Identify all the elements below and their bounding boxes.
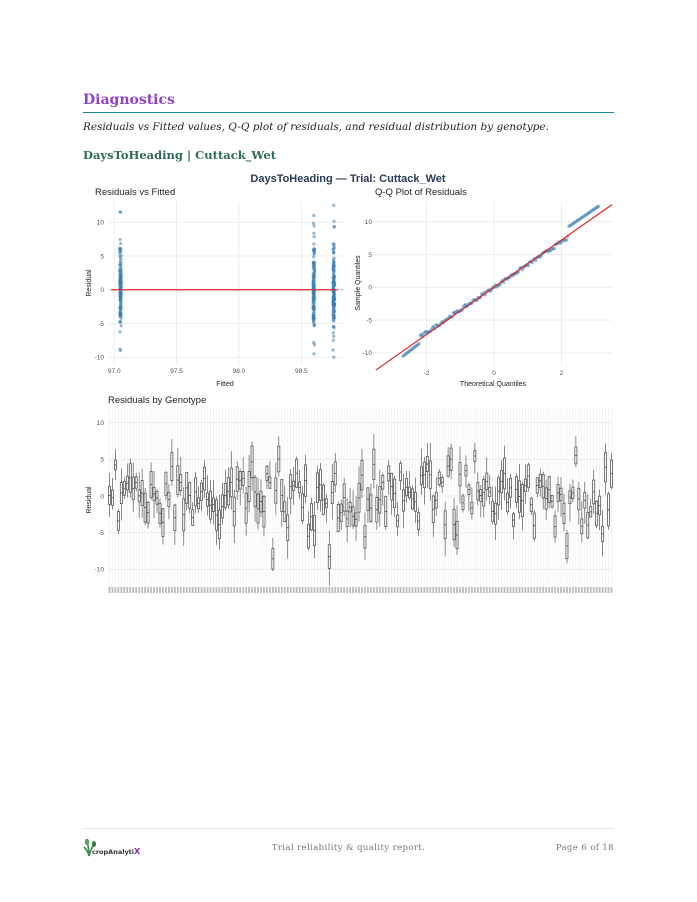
genotype-tick-label	[150, 587, 152, 593]
logo-wordmark: cropAnalyti	[92, 848, 135, 856]
genotype-tick-label	[204, 587, 206, 593]
genotype-tick-label	[501, 587, 503, 593]
resid-fitted-point	[119, 273, 122, 276]
resid-fitted-point	[312, 281, 315, 284]
resid-fitted-point	[119, 349, 122, 352]
genotype-tick-label	[522, 587, 524, 593]
genotype-tick-label	[180, 587, 182, 593]
genotype-tick-label	[257, 587, 259, 593]
genotype-tick-label	[432, 587, 434, 593]
genotype-tick-label	[379, 587, 381, 593]
genotype-tick-label	[251, 587, 253, 593]
genotype-tick-label	[305, 587, 307, 593]
genotype-tick-label	[581, 587, 583, 593]
genotype-tick-label	[593, 587, 595, 593]
qq-xtick-label: 0	[492, 370, 496, 377]
resid-fitted-point	[118, 254, 121, 257]
genotype-tick-label	[536, 587, 538, 593]
genotype-tick-label	[480, 587, 482, 593]
genotype-tick-label	[346, 587, 348, 593]
resid-fitted-point	[332, 300, 335, 303]
genotype-tick-label	[394, 587, 396, 593]
genotype-tick-label	[391, 587, 393, 593]
genotype-tick-label	[296, 587, 298, 593]
genotype-tick-label	[355, 587, 357, 593]
genotype-tick-label	[141, 587, 143, 593]
resid-fitted-point	[332, 273, 335, 276]
resid-fitted-point	[331, 303, 334, 306]
resid-fitted-point	[312, 317, 315, 320]
genotype-tick-label	[426, 587, 428, 593]
genotype-tick-label	[504, 587, 506, 593]
genotype-tick-label	[233, 587, 235, 593]
genotype-tick-label	[456, 587, 458, 593]
genotype-tick-label	[115, 587, 117, 593]
genotype-tick-label	[471, 587, 473, 593]
genotype-tick-label	[557, 587, 559, 593]
genotype-tick-label	[611, 587, 613, 593]
resid-fitted-point	[119, 242, 122, 245]
resid-fitted-point	[313, 324, 316, 327]
genotype-tick-label	[118, 587, 120, 593]
resid-fitted-point	[313, 268, 316, 271]
genotype-tick-label	[409, 587, 411, 593]
resid-fitted-point	[312, 249, 315, 252]
resid-fitted-point	[312, 291, 315, 294]
genotype-tick-label	[183, 587, 185, 593]
resid-fitted-point	[119, 307, 122, 310]
resid-fitted-point	[333, 225, 336, 228]
resid-fitted-point	[119, 299, 122, 302]
qq-ytick-label: 0	[368, 284, 372, 292]
genotype-tick-label	[572, 587, 574, 593]
genotype-tick-label	[423, 587, 425, 593]
resid-fitted-ytick-label: -10	[94, 354, 104, 362]
resid-fitted-point	[118, 238, 121, 241]
genotype-tick-label	[498, 587, 500, 593]
resid-fitted-plot-area	[108, 202, 345, 364]
resid-fitted-point	[312, 214, 315, 217]
genotype-tick-label	[293, 587, 295, 593]
resid-fitted-point	[332, 310, 335, 313]
genotype-tick-label	[376, 587, 378, 593]
genotype-tick-label	[278, 587, 280, 593]
genotype-tick-label	[281, 587, 283, 593]
genotype-tick-label	[400, 587, 402, 593]
genotype-tick-label	[126, 587, 128, 593]
genotype-tick-label	[207, 587, 209, 593]
genotype-tick-label	[162, 587, 164, 593]
genotype-tick-label	[242, 587, 244, 593]
genotype-tick-label	[221, 587, 223, 593]
genotype-tick-label	[195, 587, 197, 593]
resid-fitted-point	[312, 263, 315, 266]
genotype-tick-label	[441, 587, 443, 593]
genotype-tick-label	[236, 587, 238, 593]
genotype-tick-label	[429, 587, 431, 593]
genotype-tick-label	[415, 587, 417, 593]
genotype-tick-label	[328, 587, 330, 593]
resid-fitted-point	[118, 270, 121, 273]
resid-fitted-point	[312, 222, 315, 225]
genotype-tick-label	[224, 587, 226, 593]
resid-fitted-point	[312, 306, 315, 309]
genotype-tick-label	[590, 587, 592, 593]
genotype-tick-label	[444, 587, 446, 593]
genotype-tick-label	[364, 587, 366, 593]
genotype-tick-label	[227, 587, 229, 593]
genotype-tick-label	[260, 587, 262, 593]
genotype-tick-label	[198, 587, 200, 593]
resid-fitted-point	[332, 204, 335, 207]
genotype-tick-label	[311, 587, 313, 593]
genotype-tick-label	[608, 587, 610, 593]
resid-fitted-panel	[95, 202, 345, 375]
footer-report-name: Trial reliability & quality report.	[271, 843, 426, 853]
genotype-tick-label	[542, 587, 544, 593]
qq-xtick-label: 2	[559, 370, 564, 377]
resid-fitted-point	[119, 310, 122, 313]
genotype-tick-label	[287, 587, 289, 593]
genotype-tick-label	[320, 587, 322, 593]
genotype-tick-label	[269, 587, 271, 593]
resid-fitted-point	[313, 235, 316, 238]
resid-fitted-ytick-label: 5	[100, 253, 104, 261]
resid-fitted-point	[332, 270, 335, 273]
resid-fitted-point	[333, 316, 336, 319]
genotype-tick-label	[602, 587, 604, 593]
resid-genotype-ytick-label: 0	[100, 493, 104, 501]
resid-fitted-point	[119, 211, 122, 214]
resid-fitted-point	[312, 224, 315, 227]
resid-fitted-point	[332, 276, 335, 279]
genotype-tick-label	[406, 587, 408, 593]
qq-point	[417, 342, 420, 345]
resid-fitted-point	[332, 265, 335, 268]
resid-fitted-xlabel: Fitted	[216, 381, 234, 388]
genotype-tick-label	[560, 587, 562, 593]
genotype-tick-label	[507, 587, 509, 593]
genotype-tick-label	[189, 587, 191, 593]
resid-genotype-ytick-label: -10	[94, 566, 104, 574]
genotype-tick-label	[403, 587, 405, 593]
genotype-tick-label	[477, 587, 479, 593]
genotype-tick-label	[599, 587, 601, 593]
genotype-tick-label	[144, 587, 146, 593]
genotype-tick-label	[527, 587, 529, 593]
genotype-tick-label	[308, 587, 310, 593]
genotype-tick-label	[275, 587, 277, 593]
genotype-tick-label	[245, 587, 247, 593]
resid-fitted-point	[120, 324, 123, 327]
genotype-tick-label	[513, 587, 515, 593]
genotype-tick-label	[545, 587, 547, 593]
genotype-tick-label	[159, 587, 161, 593]
genotype-tick-label	[524, 587, 526, 593]
genotype-tick-label	[254, 587, 256, 593]
resid-fitted-point	[332, 331, 335, 334]
genotype-tick-label	[474, 587, 476, 593]
resid-fitted-ytick-label: 0	[100, 287, 104, 295]
genotype-tick-label	[533, 587, 535, 593]
qq-xtick-label: -2	[423, 370, 430, 377]
genotype-tick-label	[397, 587, 399, 593]
qq-ytick-label: 10	[364, 218, 372, 226]
resid-fitted-point	[332, 252, 335, 255]
genotype-tick-label	[462, 587, 464, 593]
genotype-tick-label	[171, 587, 173, 593]
resid-fitted-point	[312, 242, 315, 245]
genotype-tick-label	[177, 587, 179, 593]
genotype-tick-label	[438, 587, 440, 593]
genotype-tick-label	[109, 587, 111, 593]
resid-fitted-point	[118, 330, 121, 333]
resid-fitted-point	[119, 258, 122, 261]
genotype-tick-label	[554, 587, 556, 593]
genotype-tick-label	[530, 587, 532, 593]
genotype-tick-label	[421, 587, 423, 593]
qq-point	[597, 205, 600, 208]
genotype-tick-label	[382, 587, 384, 593]
genotype-tick-label	[153, 587, 155, 593]
resid-fitted-point	[332, 320, 335, 323]
genotype-tick-label	[465, 587, 467, 593]
genotype-tick-label	[358, 587, 360, 593]
genotype-tick-label	[230, 587, 232, 593]
genotype-tick-label	[186, 587, 188, 593]
resid-fitted-point	[312, 341, 315, 344]
genotype-tick-label	[120, 587, 122, 593]
genotype-tick-label	[317, 587, 319, 593]
genotype-tick-label	[349, 587, 351, 593]
resid-fitted-point	[331, 348, 334, 351]
genotype-tick-label	[418, 587, 420, 593]
qq-point	[565, 238, 568, 241]
genotype-tick-label	[132, 587, 134, 593]
genotype-tick-label	[165, 587, 167, 593]
section-caption: Residuals vs Fitted values, Q-Q plot of residuals, and residual distribution by genotype.	[83, 121, 549, 133]
genotype-tick-label	[587, 587, 589, 593]
resid-fitted-xtick-label: 98.0	[232, 368, 246, 375]
genotype-tick-label	[343, 587, 345, 593]
diagnostics-figure-svg	[80, 168, 617, 598]
genotype-tick-label	[459, 587, 461, 593]
genotype-tick-label	[266, 587, 268, 593]
resid-genotype-ytick-label: 5	[100, 456, 104, 464]
genotype-tick-label	[239, 587, 241, 593]
genotype-tick-label	[495, 587, 497, 593]
genotype-tick-label	[138, 587, 140, 593]
genotype-tick-label	[112, 587, 114, 593]
resid-genotype-panel	[95, 408, 613, 593]
resid-fitted-point	[332, 356, 335, 359]
resid-fitted-point	[332, 291, 335, 294]
genotype-tick-label	[123, 587, 125, 593]
resid-fitted-point	[312, 232, 315, 235]
genotype-tick-label	[489, 587, 491, 593]
genotype-tick-label	[575, 587, 577, 593]
qq-ytick-label: 5	[368, 251, 372, 259]
resid-fitted-point	[332, 245, 335, 248]
genotype-tick-label	[174, 587, 176, 593]
resid-fitted-point	[118, 281, 121, 284]
resid-fitted-ytick-label: -5	[98, 320, 104, 328]
genotype-tick-label	[299, 587, 301, 593]
genotype-tick-label	[596, 587, 598, 593]
resid-fitted-point	[312, 286, 315, 289]
qq-ytick-label: -10	[362, 350, 372, 358]
diagnostics-figure	[80, 168, 617, 598]
qq-point	[553, 247, 556, 250]
resid-fitted-point	[118, 320, 121, 323]
genotype-tick-label	[156, 587, 158, 593]
genotype-tick-label	[566, 587, 568, 593]
genotype-tick-label	[331, 587, 333, 593]
genotype-tick-label	[435, 587, 437, 593]
resid-fitted-point	[332, 260, 335, 263]
resid-fitted-point	[332, 325, 335, 328]
resid-fitted-point	[313, 297, 316, 300]
genotype-tick-label	[263, 587, 265, 593]
resid-genotype-ylabel: Residual	[86, 486, 93, 514]
genotype-tick-label	[272, 587, 274, 593]
resid-fitted-point	[332, 293, 335, 296]
resid-fitted-point	[312, 352, 315, 355]
genotype-tick-label	[340, 587, 342, 593]
genotype-tick-label	[569, 587, 571, 593]
resid-fitted-point	[332, 339, 335, 342]
genotype-tick-label	[322, 587, 324, 593]
section-title: Diagnostics	[83, 92, 175, 108]
resid-fitted-point	[119, 278, 122, 281]
genotype-tick-label	[302, 587, 304, 593]
genotype-tick-label	[548, 587, 550, 593]
footer-divider	[83, 828, 614, 829]
resid-genotype-ytick-label: 10	[96, 419, 104, 427]
genotype-tick-label	[483, 587, 485, 593]
qq-panel	[363, 202, 612, 377]
genotype-tick-label	[337, 587, 339, 593]
genotype-tick-label	[248, 587, 250, 593]
resid-genotype-ytick-label: -5	[98, 529, 104, 537]
qq-ylabel: Sample Quantiles	[355, 255, 362, 311]
genotype-tick-label	[412, 587, 414, 593]
logo-x-mark: X	[134, 847, 141, 856]
qq-xlabel: Theoretical Quantiles	[459, 381, 527, 388]
figure-title: DaysToHeading — Trial: Cuttack_Wet	[250, 173, 446, 185]
resid-fitted-xtick-label: 98.5	[295, 368, 308, 375]
genotype-tick-label	[385, 587, 387, 593]
resid-fitted-point	[312, 275, 315, 278]
genotype-tick-label	[584, 587, 586, 593]
resid-fitted-point	[120, 317, 123, 320]
genotype-tick-label	[284, 587, 286, 593]
genotype-tick-label	[468, 587, 470, 593]
resid-fitted-xtick-label: 97.5	[170, 368, 183, 375]
genotype-tick-label	[352, 587, 354, 593]
genotype-tick-label	[290, 587, 292, 593]
genotype-tick-label	[361, 587, 363, 593]
resid-fitted-point	[312, 301, 315, 304]
resid-fitted-title: Residuals vs Fitted	[95, 187, 176, 198]
resid-fitted-xtick-label: 97.0	[107, 368, 121, 375]
genotype-tick-label	[450, 587, 452, 593]
resid-fitted-ytick-label: 10	[96, 219, 104, 227]
genotype-tick-label	[135, 587, 137, 593]
genotype-tick-label	[516, 587, 518, 593]
genotype-tick-label	[453, 587, 455, 593]
genotype-tick-label	[201, 587, 203, 593]
resid-fitted-point	[333, 296, 336, 299]
genotype-tick-label	[219, 587, 221, 593]
subsection-title: DaysToHeading | Cuttack_Wet	[83, 148, 277, 162]
genotype-tick-label	[367, 587, 369, 593]
genotype-tick-label	[370, 587, 372, 593]
resid-fitted-point	[118, 246, 121, 249]
resid-fitted-point	[119, 296, 122, 299]
section-divider	[83, 112, 614, 113]
genotype-tick-label	[388, 587, 390, 593]
genotype-tick-label	[168, 587, 170, 593]
genotype-tick-label	[539, 587, 541, 593]
genotype-tick-label	[334, 587, 336, 593]
genotype-tick-label	[510, 587, 512, 593]
resid-fitted-point	[332, 335, 335, 338]
footer-page-number: Page 6 of 18	[555, 843, 614, 853]
genotype-tick-label	[486, 587, 488, 593]
genotype-tick-label	[447, 587, 449, 593]
genotype-tick-label	[314, 587, 316, 593]
resid-genotype-title: Residuals by Genotype	[108, 395, 207, 406]
genotype-tick-label	[373, 587, 375, 593]
resid-fitted-point	[118, 284, 121, 287]
genotype-tick-label	[192, 587, 194, 593]
genotype-tick-label	[563, 587, 565, 593]
genotype-tick-label	[492, 587, 494, 593]
genotype-tick-label	[129, 587, 131, 593]
genotype-tick-label	[147, 587, 149, 593]
resid-fitted-point	[119, 267, 122, 270]
genotype-tick-label	[578, 587, 580, 593]
genotype-tick-label	[213, 587, 215, 593]
genotype-tick-label	[216, 587, 218, 593]
genotype-tick-label	[210, 587, 212, 593]
resid-fitted-point	[333, 283, 336, 286]
resid-fitted-ylabel: Residual	[86, 269, 93, 297]
qq-ytick-label: -5	[366, 317, 372, 325]
resid-fitted-point	[332, 220, 335, 223]
resid-fitted-point	[332, 280, 335, 283]
genotype-tick-label	[325, 587, 327, 593]
genotype-tick-label	[551, 587, 553, 593]
genotype-tick-label	[605, 587, 607, 593]
qq-title: Q-Q Plot of Residuals	[375, 187, 467, 198]
resid-fitted-point	[312, 255, 315, 258]
genotype-tick-label	[519, 587, 521, 593]
